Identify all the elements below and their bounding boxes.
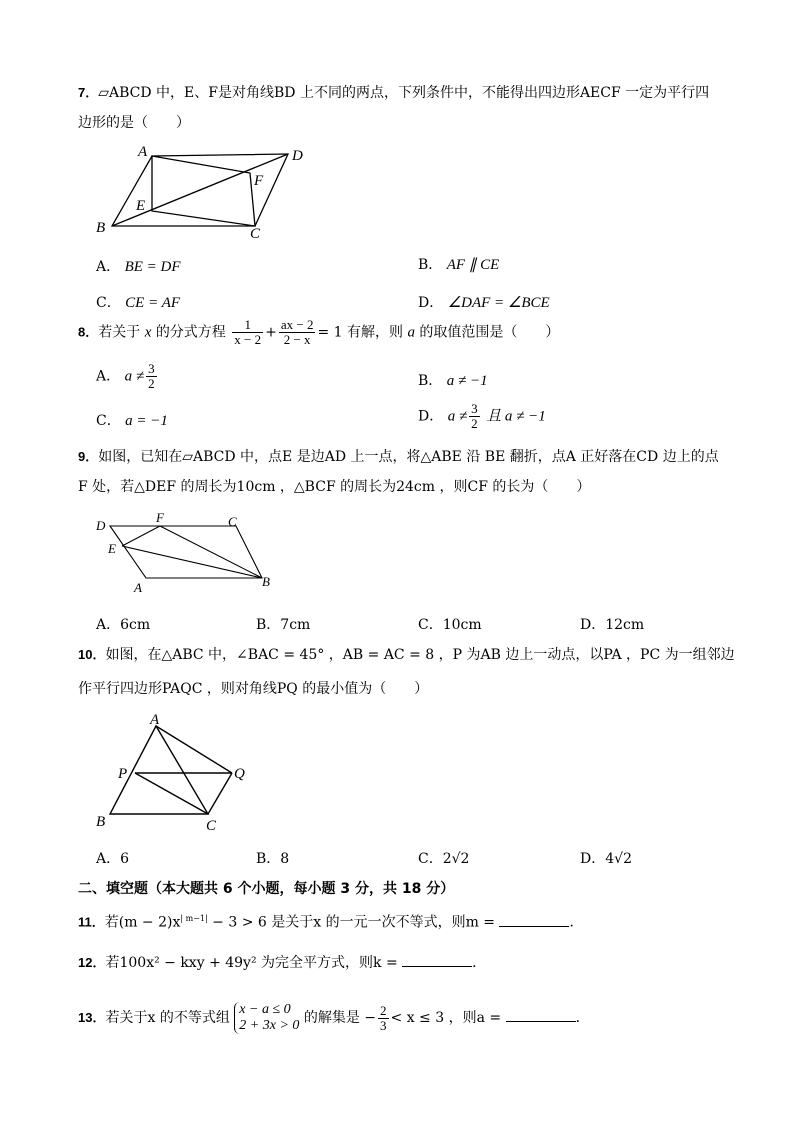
q10-label-A: A (150, 712, 160, 728)
q9-label-E: E (108, 541, 116, 556)
q12-answer-blank[interactable] (402, 952, 472, 967)
q10-label-B: B (96, 814, 106, 830)
q9-label-D: D (96, 518, 106, 533)
q8-option-d[interactable]: D． a ≠ $\frac{3}{2}$ 且 a ≠ −1 (418, 401, 546, 431)
q8-option-c[interactable]: C． a = −1 (96, 413, 168, 429)
q7-label-F: F (254, 173, 264, 189)
q10-stem-line2: 作平行四边形PAQC ，则对角线PQ 的最小值为（ ） (78, 681, 429, 697)
q7-label-C: C (250, 226, 261, 240)
q12-stem: 12．若100x² − kxy + 49y² 为完全平方式，则k = ． (78, 952, 486, 972)
q11-stem: 11．若$(m - 2)x^{| m-1|} - 3 > 6$ 是关于x 的一元一次不等式，则m = ． (78, 910, 583, 932)
q7-option-c[interactable]: C． CE = AF (96, 295, 181, 311)
section-title: 二、填空题（本大题共 6 个小题，每小题 3 分，共 18 分） (78, 881, 455, 897)
q10-option-a[interactable]: A．6 (96, 851, 130, 867)
q9-label-A: A (134, 580, 142, 594)
q11-answer-blank[interactable] (499, 912, 569, 927)
q7-stem-line2: 边形的是（ ） (78, 115, 190, 131)
q8-stem: 8．若关于 x 的分式方程 $\frac{1}{x - 2}$ + $\frac{ax - 2}{2 - x}$ = 1 有解，则 a 的取值范围是（ ） (78, 317, 560, 347)
q10-label-Q: Q (234, 766, 245, 782)
q13-stem: 13．若关于x 的不等式组 x − a ≤ 0 2 + 3x > 0 的解集是 − $\frac{2}{3}$ < x ≤ 3 ，则a = ． (78, 1002, 590, 1033)
q9-figure (90, 512, 280, 594)
q9-option-c[interactable]: C．10cm (418, 617, 482, 633)
q7-number: 7． (78, 85, 99, 100)
q7-label-D: D (292, 148, 303, 164)
q7-option-b[interactable]: B． AF ∥ CE (418, 257, 500, 273)
q9-stem-line1: 9．如图，已知在▱ABCD 中，点E 是边AD 上一点，将△ABE 沿 BE 翻折，点A 正好落在CD 边上的点 (78, 449, 719, 465)
q10-stem-line1: 10．如图，在△ABC 中，∠BAC = 45° ，AB = AC = 8 ，P 为AB 边上一动点，以PA ，PC 为一组邻边 (78, 647, 735, 663)
q7-figure (90, 140, 320, 240)
q10-label-C: C (206, 818, 217, 834)
q7-label-B: B (96, 220, 106, 236)
q10-label-P: P (118, 766, 128, 782)
q10-option-d[interactable]: D．4√2 (580, 851, 632, 867)
q10-option-c[interactable]: C．2√2 (418, 851, 470, 867)
q9-label-F: F (156, 512, 164, 525)
q7-option-d[interactable]: D． ∠DAF = ∠BCE (418, 295, 550, 311)
q13-answer-blank[interactable] (506, 1007, 576, 1022)
q10-figure (90, 710, 260, 834)
q9-option-a[interactable]: A．6cm (96, 617, 151, 633)
q7-label-E: E (136, 198, 146, 214)
q9-label-C: C (228, 514, 237, 529)
q8-option-b[interactable]: B． a ≠ −1 (418, 373, 488, 389)
q9-option-d[interactable]: D．12cm (580, 617, 645, 633)
q8-option-a[interactable]: A． a ≠ $\frac{3}{2}$ (96, 361, 155, 391)
q10-option-b[interactable]: B．8 (256, 851, 290, 867)
q9-stem-line2: F 处，若△DEF 的周长为10cm ，△BCF 的周长为24cm ，则CF 的长为（ ） (78, 479, 591, 495)
q7-label-A: A (138, 144, 148, 160)
q7-stem-line1: 7．▱ABCD 中，E、F是对角线BD 上不同的两点，下列条件中，不能得出四边形AECF 一定为平行四 (78, 85, 710, 101)
q7-option-a[interactable]: A． BE = DF (96, 259, 181, 275)
q9-option-b[interactable]: B．7cm (256, 617, 311, 633)
q9-label-B: B (262, 574, 270, 589)
